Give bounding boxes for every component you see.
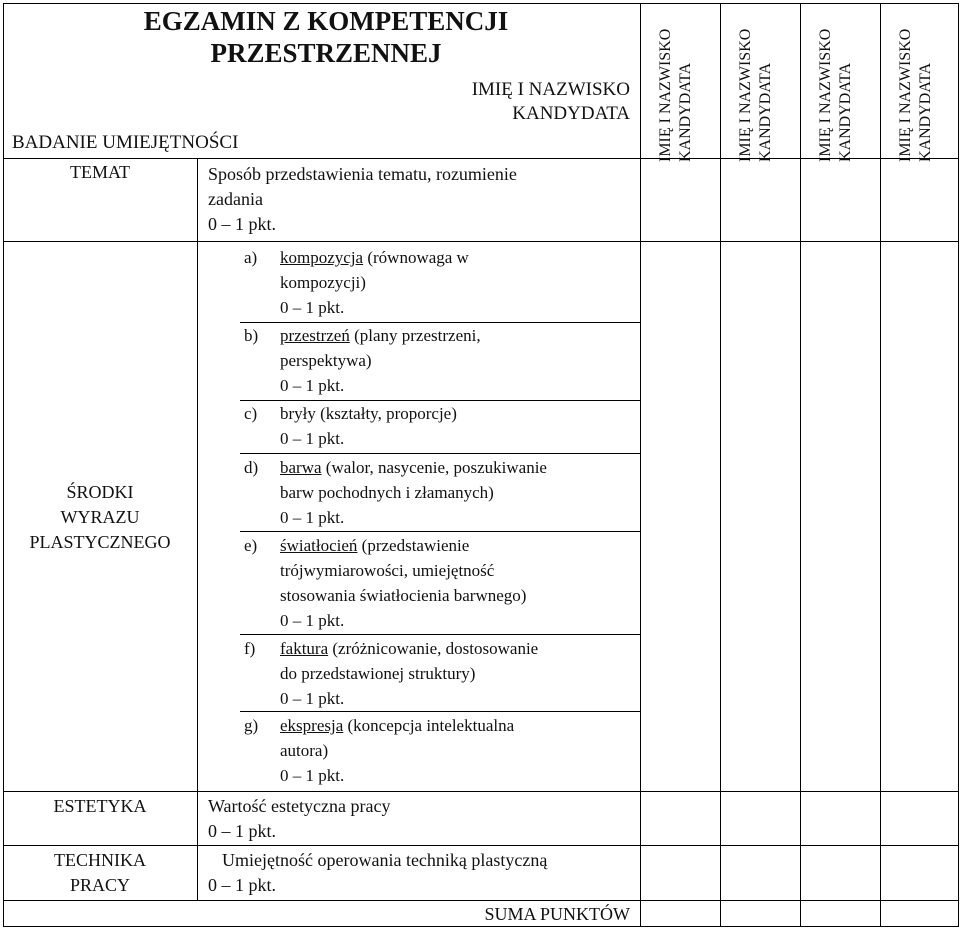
row-label-estetyka: ESTETYKA	[53, 796, 147, 816]
criterion-b-rest: (plany przestrzeni,	[349, 326, 481, 345]
candidate-column-3-line1: IMIĘ I NAZWISKO	[817, 28, 834, 162]
candidate-name-header	[420, 78, 630, 126]
criterion-e-rest: (przedstawienie	[357, 536, 470, 555]
criterion-g-term: ekspresja	[280, 716, 344, 735]
criterion-e-marker: e)	[244, 536, 258, 555]
srodki-label-line1: ŚRODKI	[66, 482, 134, 502]
criterion-b-marker: b)	[244, 326, 259, 345]
criterion-b-line2: perspektywa)	[280, 351, 372, 370]
row-label-srodki	[4, 480, 196, 555]
technika-label-line1: TECHNIKA	[54, 850, 146, 870]
row-label-temat: TEMAT	[70, 162, 130, 182]
exam-title-line1: EGZAMIN Z KOMPETENCJI	[143, 6, 509, 36]
row-label-technika	[4, 848, 196, 898]
exam-title	[96, 5, 556, 69]
criterion-a-line2: kompozycji)	[280, 273, 366, 292]
criterion-f-rest: (zróżnicowanie, dostosowanie	[328, 639, 539, 658]
candidate-column-1-line1: IMIĘ I NAZWISKO	[657, 28, 674, 162]
technika-line1: Umiejętność operowania techniką plastyczną	[222, 850, 548, 870]
criterion-e-line2: trójwymiarowości, umiejętność	[280, 561, 495, 580]
criterion-e-points: 0 – 1 pkt.	[280, 611, 345, 630]
criterion-e-term: światłocień	[280, 536, 358, 555]
candidate-name-line1: IMIĘ I NAZWISKO	[471, 79, 630, 100]
technika-points: 0 – 1 pkt.	[208, 875, 277, 895]
criterion-a-points: 0 – 1 pkt.	[280, 298, 345, 317]
criterion-f-term: faktura	[280, 639, 329, 658]
candidate-column-header-4	[896, 12, 940, 162]
criterion-a	[244, 245, 634, 321]
criterion-g-line2: autora)	[280, 741, 329, 760]
criterion-a-rest: (równowaga w	[363, 248, 469, 267]
section-heading: BADANIE UMIEJĘTNOŚCI	[12, 132, 239, 153]
criterion-d-points: 0 – 1 pkt.	[280, 508, 345, 527]
technika-label-line2: PRACY	[69, 875, 131, 895]
criterion-e	[244, 533, 634, 633]
criterion-g-rest: (koncepcja intelektualna	[343, 716, 515, 735]
total-points-label: SUMA PUNKTÓW	[484, 904, 630, 924]
technika-description	[208, 848, 638, 898]
criterion-a-marker: a)	[244, 248, 258, 267]
candidate-column-2-line2: KANDYDATA	[757, 62, 774, 162]
criterion-b	[244, 323, 634, 399]
criterion-f-marker: f)	[244, 639, 256, 658]
estetyka-line1: Wartość estetyczna pracy	[208, 796, 391, 816]
exam-title-line2: PRZESTRZENNEJ	[210, 38, 442, 68]
criterion-c-rest: (kształty, proporcje)	[315, 404, 457, 423]
criterion-c-term: bryły	[280, 404, 316, 423]
candidate-column-1-line2: KANDYDATA	[677, 62, 694, 162]
srodki-label-line3: PLASTYCZNEGO	[29, 532, 171, 552]
criterion-g-marker: g)	[244, 716, 259, 735]
candidate-column-4-line2: KANDYDATA	[917, 62, 934, 162]
criterion-g-points: 0 – 1 pkt.	[280, 766, 345, 785]
criterion-d-marker: d)	[244, 458, 259, 477]
criterion-d-term: barwa	[280, 458, 322, 477]
candidate-column-header-2	[736, 12, 780, 162]
candidate-column-header-3	[816, 12, 860, 162]
criterion-g	[244, 713, 634, 789]
estetyka-points: 0 – 1 pkt.	[208, 821, 277, 841]
temat-line1: Sposób przedstawienia tematu, rozumienie	[208, 164, 517, 184]
candidate-column-header-1	[656, 12, 700, 162]
criterion-c-marker: c)	[244, 404, 258, 423]
temat-line2: zadania	[208, 189, 263, 209]
criterion-f	[244, 636, 634, 712]
criterion-b-points: 0 – 1 pkt.	[280, 376, 345, 395]
temat-points: 0 – 1 pkt.	[208, 214, 277, 234]
criterion-c	[244, 401, 634, 453]
candidate-column-3-line2: KANDYDATA	[837, 62, 854, 162]
criterion-b-term: przestrzeń	[280, 326, 350, 345]
criterion-f-points: 0 – 1 pkt.	[280, 689, 345, 708]
criterion-d-rest: (walor, nasycenie, poszukiwanie	[321, 458, 547, 477]
temat-description	[208, 162, 638, 237]
criterion-c-points: 0 – 1 pkt.	[280, 429, 345, 448]
criterion-a-term: kompozycja	[280, 248, 364, 267]
criterion-f-line2: do przedstawionej struktury)	[280, 664, 476, 683]
candidate-column-4-line1: IMIĘ I NAZWISKO	[897, 28, 914, 162]
srodki-label-line2: WYRAZU	[60, 507, 140, 527]
criterion-e-line3: stosowania światłocienia barwnego)	[280, 586, 527, 605]
criterion-d	[244, 455, 634, 531]
candidate-name-line2: KANDYDATA	[512, 103, 630, 124]
estetyka-description	[208, 794, 638, 844]
candidate-column-2-line1: IMIĘ I NAZWISKO	[737, 28, 754, 162]
criterion-d-line2: barw pochodnych i złamanych)	[280, 483, 494, 502]
